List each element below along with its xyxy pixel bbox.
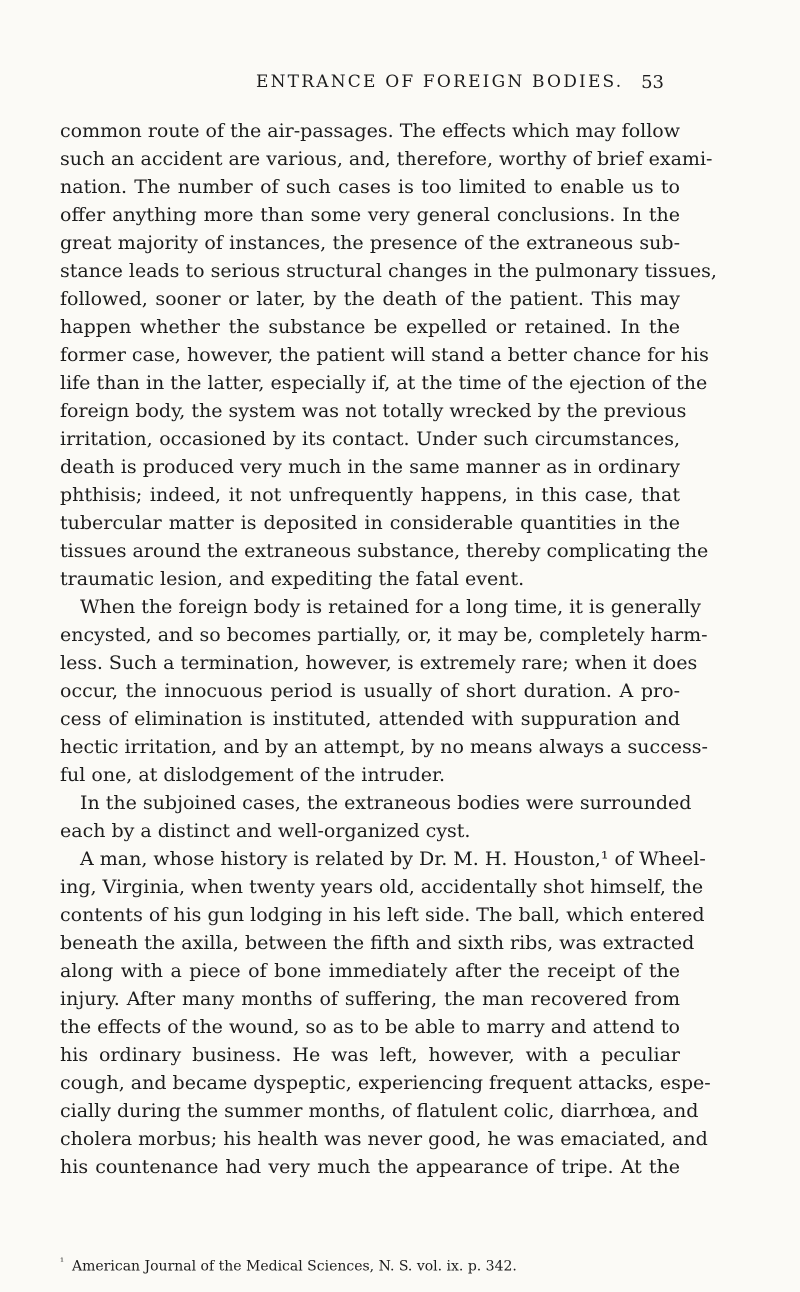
text-line: great majority of instances, the presence of the extraneous sub-	[60, 232, 680, 254]
text-line: When the foreign body is retained for a long time, it is generally	[80, 596, 701, 618]
text-line: such an accident are various, and, therefore, worthy of brief exami-	[60, 148, 713, 170]
text-line: the effects of the wound, so as to be able to marry and attend to	[60, 1016, 680, 1038]
text-line: his countenance had very much the appearance of tripe. At the	[60, 1156, 680, 1178]
text-line: contents of his gun lodging in his left side. The ball, which entered	[60, 904, 705, 926]
text-line: less. Such a termination, however, is extremely rare; when it does	[60, 652, 698, 674]
text-line: nation. The number of such cases is too limited to enable us to	[60, 176, 680, 198]
text-line: foreign body, the system was not totally wrecked by the previous	[60, 400, 687, 422]
text-line: beneath the axilla, between the fifth and sixth ribs, was extracted	[60, 932, 695, 954]
text-line: happen whether the substance be expelled or retained. In the	[60, 316, 680, 338]
text-line: followed, sooner or later, by the death of the patient. This may	[60, 288, 680, 310]
text-line: former case, however, the patient will stand a better chance for his	[60, 344, 709, 366]
text-line: cially during the summer months, of flatulent colic, diarrhœa, and	[60, 1100, 699, 1122]
text-line: injury. After many months of suffering, the man recovered from	[60, 988, 680, 1010]
footnote-text: American Journal of the Medical Sciences, N. S. vol. ix. p. 342.	[72, 1258, 517, 1275]
page-number: 53	[641, 72, 664, 93]
text-line: traumatic lesion, and expediting the fatal event.	[60, 568, 525, 590]
text-line: A man, whose history is related by Dr. M. H. Houston,¹ of Wheel-	[80, 848, 706, 870]
text-line: tubercular matter is deposited in considerable quantities in the	[60, 512, 680, 534]
text-line: each by a distinct and well-organized cyst.	[60, 820, 471, 842]
text-line: cholera morbus; his health was never good, he was emaciated, and	[60, 1128, 708, 1150]
text-line: cough, and became dyspeptic, experiencing frequent attacks, espe-	[60, 1072, 711, 1094]
text-line: phthisis; indeed, it not unfrequently happens, in this case, that	[60, 484, 680, 506]
text-line: offer anything more than some very general conclusions. In the	[60, 204, 680, 226]
running-head	[0, 72, 800, 96]
text-line: In the subjoined cases, the extraneous bodies were surrounded	[80, 792, 692, 814]
text-line: occur, the innocuous period is usually of short duration. A pro-	[60, 680, 680, 702]
text-line: death is produced very much in the same manner as in ordinary	[60, 456, 680, 478]
footnote-mark: ¹	[60, 1257, 65, 1268]
text-line: encysted, and so becomes partially, or, it may be, completely harm-	[60, 624, 708, 646]
body-text	[60, 117, 717, 1181]
text-line: ful one, at dislodgement of the intruder.	[60, 764, 446, 786]
text-line: cess of elimination is instituted, attended with suppuration and	[60, 708, 680, 730]
text-line: life than in the latter, especially if, at the time of the ejection of the	[60, 372, 708, 394]
text-line: common route of the air-passages. The effects which may follow	[60, 120, 680, 142]
text-line: tissues around the extraneous substance, thereby complicating the	[60, 540, 709, 562]
text-line: hectic irritation, and by an attempt, by no means always a success-	[60, 736, 708, 758]
text-line: irritation, occasioned by its contact. Under such circumstances,	[60, 428, 680, 450]
text-line: along with a piece of bone immediately after the receipt of the	[60, 960, 680, 982]
text-line: ing, Virginia, when twenty years old, accidentally shot himself, the	[60, 876, 704, 898]
footnote	[60, 1254, 680, 1276]
text-line: stance leads to serious structural changes in the pulmonary tissues,	[60, 260, 717, 282]
text-line: his ordinary business. He was left, however, with a peculiar	[60, 1044, 680, 1066]
running-head-title: ENTRANCE OF FOREIGN BODIES.	[256, 72, 624, 92]
